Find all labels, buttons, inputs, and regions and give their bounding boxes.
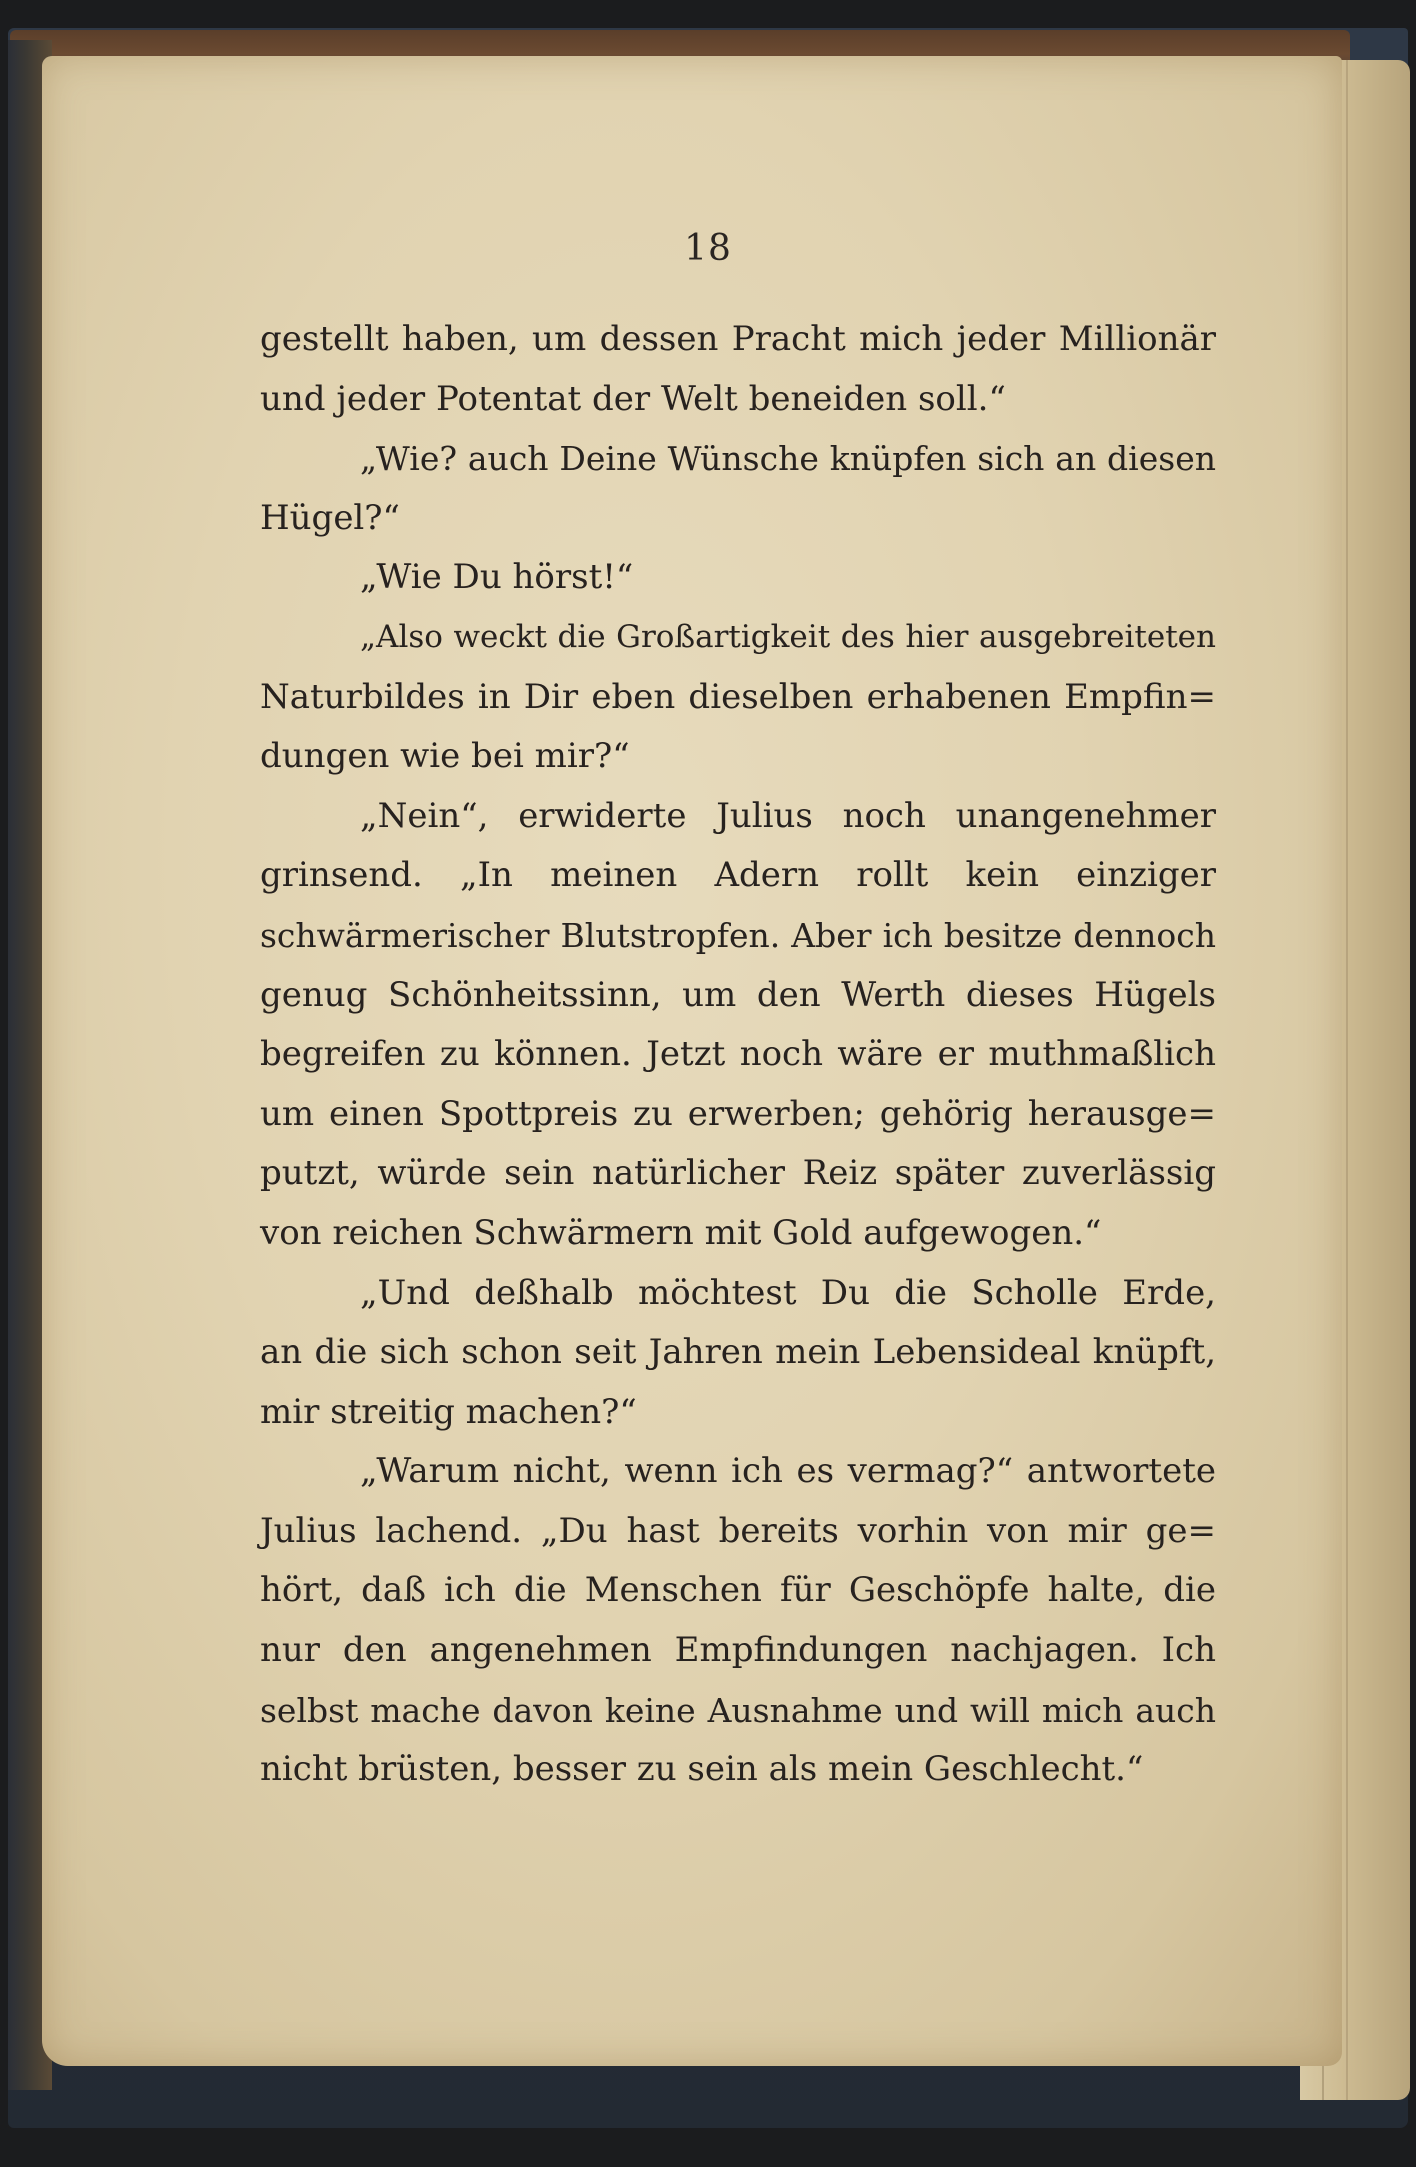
text-line: putzt, würde sein natürlicher Reiz später zuverlässig bbox=[260, 1153, 1216, 1194]
page-number: 18 bbox=[684, 228, 732, 269]
text-line: Naturbildes in Dir eben dieselben erhabenen Empfin= bbox=[260, 676, 1216, 717]
text-line: „Warum nicht, wenn ich es vermag?“ antwortete bbox=[360, 1451, 1216, 1492]
text-line: Hügel?“ bbox=[260, 497, 400, 538]
text-line: und jeder Potentat der Welt beneiden soll.“ bbox=[260, 378, 1006, 419]
text-line: Julius lachend. „Du hast bereits vorhin von mir ge= bbox=[260, 1510, 1216, 1551]
text-line: an die sich schon seit Jahren mein Lebensideal knüpft, bbox=[260, 1332, 1216, 1373]
text-line: genug Schönheitssinn, um den Werth dieses Hügels bbox=[260, 974, 1216, 1015]
text-line: mir streitig machen?“ bbox=[260, 1391, 637, 1432]
text-line: „Also weckt die Großartigkeit des hier ausgebreiteten bbox=[360, 618, 1216, 655]
text-line: gestellt haben, um dessen Pracht mich jeder Millionär bbox=[260, 319, 1216, 359]
text-line: „Wie Du hörst!“ bbox=[360, 557, 634, 598]
text-line: „Wie? auch Deine Wünsche knüpfen sich an diesen bbox=[360, 439, 1216, 479]
text-line: schwärmerischer Blutstropfen. Aber ich besitze dennoch bbox=[260, 915, 1216, 955]
body-text bbox=[260, 310, 1216, 1800]
text-line: grinsend. „In meinen Adern rollt kein einziger bbox=[260, 855, 1216, 896]
text-line: begreifen zu können. Jetzt noch wäre er muthmaßlich bbox=[260, 1034, 1216, 1075]
text-line: hört, daß ich die Menschen für Geschöpfe halte, die bbox=[260, 1570, 1216, 1611]
text-line: um einen Spottpreis zu erwerben; gehörig herausge= bbox=[260, 1093, 1216, 1134]
text-line: nicht brüsten, besser zu sein als mein Geschlecht.“ bbox=[260, 1749, 1144, 1790]
text-line: selbst mache davon keine Ausnahme und will mich auch bbox=[260, 1690, 1216, 1730]
text-line: dungen wie bei mir?“ bbox=[260, 736, 630, 777]
text-line: „Nein“, erwiderte Julius noch unangenehmer bbox=[360, 795, 1216, 836]
text-line: von reichen Schwärmern mit Gold aufgewogen.“ bbox=[260, 1212, 1102, 1253]
text-line: nur den angenehmen Empfindungen nachjagen. Ich bbox=[260, 1630, 1216, 1671]
text-line: „Und deßhalb möchtest Du die Scholle Erde, bbox=[360, 1272, 1216, 1313]
